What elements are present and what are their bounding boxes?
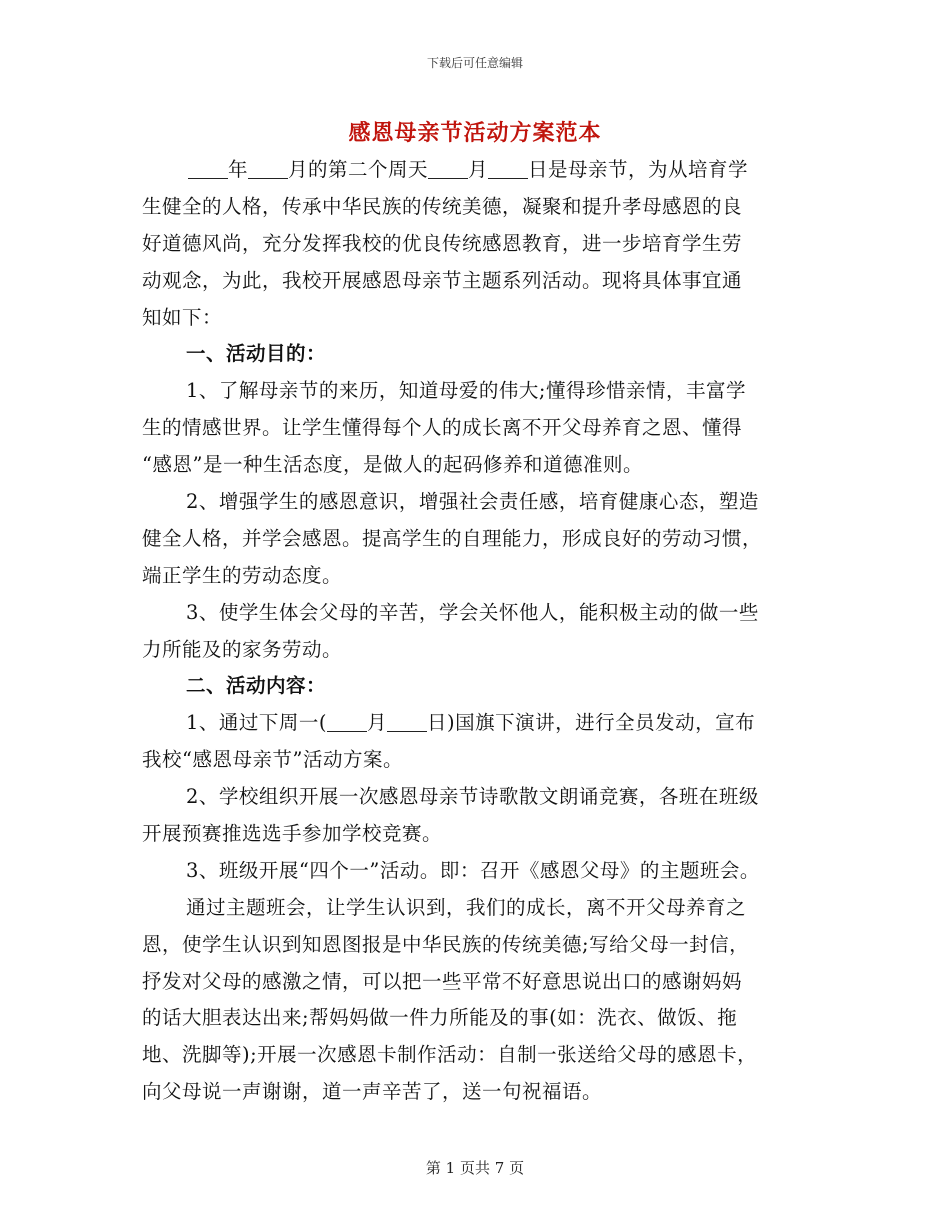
paragraph-line: 地、洗脚等);开展一次感恩卡制作活动：自制一张送给父母的感恩卡， bbox=[142, 1043, 758, 1067]
paragraph-line: 我校“感恩母亲节”活动方案。 bbox=[142, 748, 403, 772]
paragraph-line bbox=[142, 152, 810, 189]
paragraph-line: 知如下： bbox=[142, 305, 223, 329]
paragraph-line: 抒发对父母的感激之情，可以把一些平常不好意思说出口的感谢妈妈 bbox=[142, 969, 743, 993]
text-span: 月的第二个周天 bbox=[288, 158, 429, 181]
paragraph-line: 3、班级开展“四个一”活动。即：召开《感恩父母》的主题班会。 bbox=[186, 858, 760, 882]
fill-blank bbox=[387, 709, 427, 732]
fill-blank bbox=[327, 709, 367, 732]
text-span: 1、通过下周一( bbox=[186, 711, 328, 735]
document-body bbox=[142, 152, 810, 1111]
text-span: 日是母亲节，为从培育学 bbox=[528, 158, 749, 181]
fill-blank bbox=[488, 156, 528, 179]
paragraph-line: 生的情感世界。让学生懂得每个人的成长离不开父母养育之恩、懂得 bbox=[142, 416, 743, 440]
paragraph-line: 2、增强学生的感恩意识，增强社会责任感，培育健康心态，塑造 bbox=[186, 490, 759, 514]
paragraph-line: 2、学校组织开展一次感恩母亲节诗歌散文朗诵竞赛，各班在班级 bbox=[186, 785, 759, 809]
fill-blank bbox=[188, 156, 228, 179]
paragraph-line: 好道德风尚，充分发挥我校的优良传统感恩教育，进一步培育学生劳 bbox=[142, 231, 743, 255]
paragraph-line bbox=[142, 705, 810, 742]
text-span: 日)国旗下演讲，进行全员发动，宣布 bbox=[427, 711, 756, 735]
text-span: 月 bbox=[468, 158, 489, 181]
section-heading: 二、活动内容： bbox=[186, 674, 327, 698]
paragraph-line: 恩，使学生认识到知恩图报是中华民族的传统美德;写给父母一封信， bbox=[142, 932, 750, 956]
paragraph-line: 向父母说一声谢谢，道一声辛苦了，送一句祝福语。 bbox=[142, 1080, 603, 1104]
paragraph-line: 生健全的人格，传承中华民族的传统美德，凝聚和提升孝母感恩的良 bbox=[142, 194, 743, 218]
paragraph-line: 动观念，为此，我校开展感恩母亲节主题系列活动。现将具体事宜通 bbox=[142, 268, 743, 292]
fill-blank bbox=[428, 156, 468, 179]
text-span: 月 bbox=[367, 711, 388, 735]
text-span: 年 bbox=[228, 158, 249, 181]
section-heading: 一、活动目的： bbox=[186, 342, 327, 366]
paragraph-line: 端正学生的劳动态度。 bbox=[142, 563, 343, 587]
page-footer: 第 1 页共 7 页 bbox=[425, 1159, 525, 1177]
paragraph-line: 开展预赛推选选手参加学校竞赛。 bbox=[142, 822, 443, 846]
paragraph-line: 1、了解母亲节的来历，知道母爱的伟大;懂得珍惜亲情，丰富学 bbox=[186, 379, 746, 403]
paragraph-line: 的话大胆表达出来;帮妈妈做一件力所能及的事(如：洗衣、做饭、拖 bbox=[142, 1006, 738, 1030]
fill-blank bbox=[248, 156, 288, 179]
paragraph-line: “感恩”是一种生活态度，是做人的起码修养和道德准则。 bbox=[142, 453, 643, 477]
paragraph-line: 力所能及的家务劳动。 bbox=[142, 637, 343, 661]
document-title: 感恩母亲节活动方案范本 bbox=[348, 121, 602, 146]
paragraph-line: 通过主题班会，让学生认识到，我们的成长，离不开父母养育之 bbox=[186, 895, 747, 919]
page-header: 下载后可任意编辑 bbox=[426, 56, 523, 70]
paragraph-line: 3、使学生体会父母的辛苦，学会关怀他人，能积极主动的做一些 bbox=[186, 600, 759, 624]
paragraph-line: 健全人格，并学会感恩。提高学生的自理能力，形成良好的劳动习惯， bbox=[142, 526, 763, 550]
